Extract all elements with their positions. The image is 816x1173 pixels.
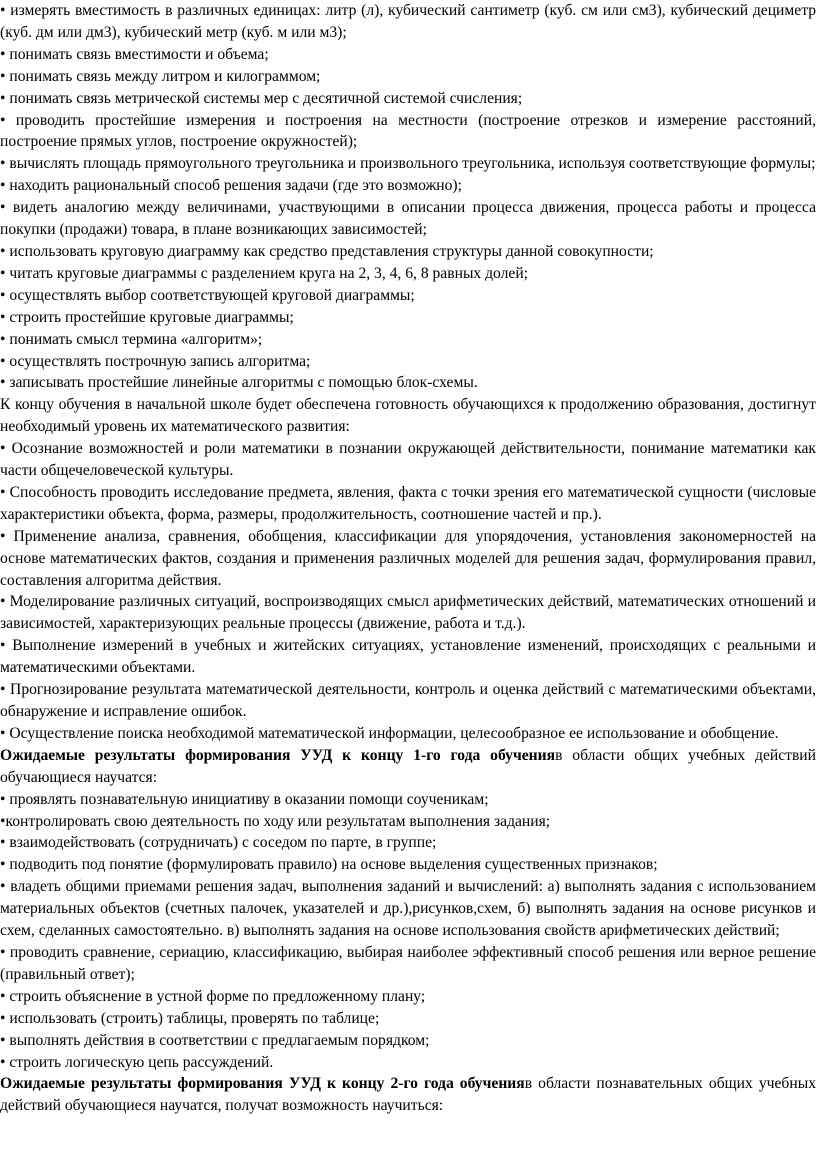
- text-line: • проводить простейшие измерения и построения на местности (построение отрезков и измерение расстояний, построение прямых углов, построение окружностей);: [0, 111, 816, 151]
- section-heading-rest: в области познавательных общих учебных действий обучающиеся научатся, получат возможность научиться:: [0, 1075, 816, 1115]
- paragraph: • Выполнение измерений в учебных и житейских ситуациях, установление изменений, происходящих с реальными и математическими объектами.: [0, 637, 816, 677]
- text-line: • использовать круговую диаграмму как средство представления структуры данной совокупности;: [0, 242, 654, 260]
- text-line: • находить рациональный способ решения задачи (где это возможно);: [0, 177, 462, 195]
- section-heading-year-2: [0, 1073, 816, 1117]
- paragraph: • Осознание возможностей и роли математики в познании окружающей действительности, понимание математики как части общечеловеческой культуры.: [0, 440, 816, 480]
- text-line: • строить объяснение в устной форме по предложенному плану;: [0, 987, 426, 1005]
- text-line: • строить логическую цепь рассуждений.: [0, 1053, 274, 1071]
- paragraph: К концу обучения в начальной школе будет обеспечена готовность обучающихся к продолжению образования, достигнут необходимый уровень их математического развития:: [0, 396, 816, 436]
- text-line: • использовать (строить) таблицы, проверять по таблице;: [0, 1009, 380, 1027]
- paragraph: • Применение анализа, сравнения, обобщения, классификации для упорядочения, установления закономерностей на основе математических фактов, создания и применения различных моделей для решения задач, формулирования правил, составления алгоритма действия.: [0, 527, 816, 589]
- paragraph: • Моделирование различных ситуаций, воспроизводящих смысл арифметических действий, математических отношений и зависимостей, характеризующих реальные процессы (движение, работа и т.д.).: [0, 593, 816, 633]
- text-line: • понимать связь вместимости и объема;: [0, 45, 269, 63]
- text-line: • выполнять действия в соответствии с предлагаемым порядком;: [0, 1031, 430, 1049]
- text-line: • вычислять площадь прямоугольного треугольника и произвольного треугольника, используя соответствующие формулы;: [0, 155, 816, 173]
- text-line: • записывать простейшие линейные алгоритмы с помощью блок-схемы.: [0, 374, 478, 392]
- paragraph: • Способность проводить исследование предмета, явления, факта с точки зрения его математической сущности (числовые характеристики объекта, форма, размеры, продолжительность, соотношение частей и пр.).: [0, 483, 816, 523]
- text-line: • строить простейшие круговые диаграммы;: [0, 308, 294, 326]
- section-heading-rest: в области общих учебных действий обучающиеся научатся:: [0, 746, 816, 786]
- text-line: • владеть общими приемами решения задач, выполнения заданий и вычислений: а) выполнять задания с использованием материальных объектов (счетных палочек, указателей и др.),рисунков,схем, б) выполнять задания на основе рисунков и схем, сделанных самостоятельно. в) выполнять задания на основе использования свойств арифметических действий;: [0, 878, 816, 940]
- text-line: • измерять вместимость в различных единицах: литр (л), кубический сантиметр (куб. см или см3), кубический дециметр (куб. дм или дм3), кубический метр (куб. м или м3);: [0, 2, 816, 41]
- section-heading-year-1: [0, 745, 816, 789]
- text-line: • видеть аналогию между величинами, участвующими в описании процесса движения, процесса работы и процесса покупки (продажи) товара, в плане возникающих зависимостей;: [0, 199, 816, 239]
- text-line: • проводить сравнение, сериацию, классификацию, выбирая наиболее эффективный способ решения или верное решение (правильный ответ);: [0, 943, 816, 983]
- text-line: • подводить под понятие (формулировать правило) на основе выделения существенных признаков;: [0, 856, 658, 874]
- text-line: •контролировать свою деятельность по ходу или результатам выполнения задания;: [0, 812, 551, 830]
- paragraph: • Прогнозирование результата математической деятельности, контроль и оценка действий с математическими объектами, обнаружение и исправление ошибок.: [0, 681, 816, 720]
- text-line: • осуществлять выбор соответствующей круговой диаграммы;: [0, 286, 415, 304]
- text-line: • проявлять познавательную инициативу в оказании помощи соученикам;: [0, 790, 489, 808]
- text-line: • взаимодействовать (сотрудничать) с соседом по парте, в группе;: [0, 834, 437, 852]
- text-line: • осуществлять построчную запись алгоритма;: [0, 352, 311, 370]
- text-line: • понимать связь между литром и килограммом;: [0, 67, 321, 85]
- section-heading-bold: Ожидаемые результаты формирования УУД к концу 1-го года обучения: [0, 746, 556, 764]
- section-heading-bold: Ожидаемые результаты формирования УУД к концу 2-го года обучения: [0, 1075, 525, 1093]
- text-line: • читать круговые диаграммы с разделением круга на 2, 3, 4, 6, 8 равных долей;: [0, 264, 529, 282]
- text-line: • понимать связь метрической системы мер с десятичной системой счисления;: [0, 89, 523, 107]
- paragraph: • Осуществление поиска необходимой математической информации, целесообразное ее использование и обобщение.: [0, 724, 779, 742]
- text-line: • понимать смысл термина «алгоритм»;: [0, 330, 263, 348]
